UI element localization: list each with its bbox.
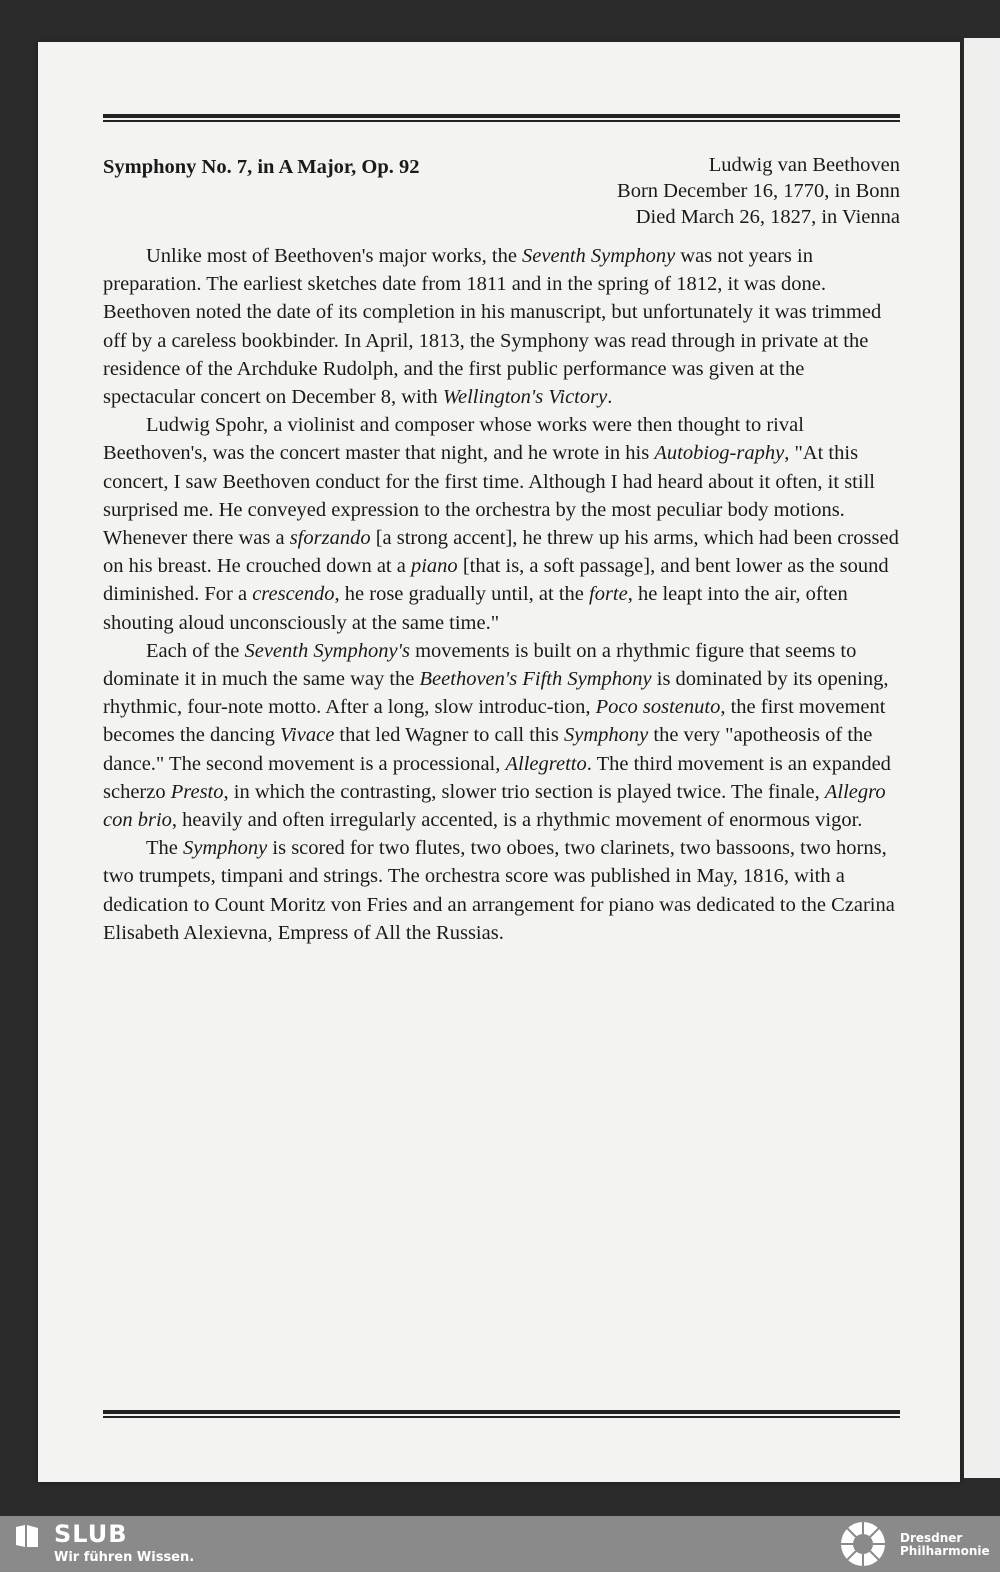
composer-death: Died March 26, 1827, in Vienna xyxy=(635,206,900,228)
slub-book-icon xyxy=(14,1523,40,1549)
philharmonie-logo-icon xyxy=(838,1519,888,1569)
paragraph-1: Unlike most of Beethoven's major works, the Seventh Symphony was not years in preparation. The earliest sketches date from 1811 and in the spring of 1812, it was done. Beethoven noted the date of its completion in his manuscript, but unfortunately it was trimmed off by a careless bookbinder. In April, 1813, the Symphony was read through in private at the residence of the Archduke Rudolph, and the first public performance was given at the spectacular concert on December 8, with Wellington's Victory. xyxy=(103,245,882,409)
composer-birth: Born December 16, 1770, in Bonn xyxy=(617,180,900,202)
program-note-body xyxy=(103,242,900,947)
composer-name: Ludwig van Beethoven xyxy=(708,154,900,176)
partner-name-line2: Philharmonie xyxy=(900,1544,990,1558)
adjacent-page-edge xyxy=(964,38,1000,1478)
library-name: SLUB xyxy=(54,1520,128,1548)
paragraph-3: Each of the Seventh Symphony's movements is built on a rhythmic figure that seems to dominate it in much the same way the Beethoven's Fifth Symphony is dominated by its opening, rhythmic, four-note motto. After a long, slow introduc-tion, Poco sostenuto, the first movement becomes the dancing Vivace that led Wagner to call this Symphony the very "apotheosis of the dance." The second movement is a processional, Allegretto. The third movement is an expanded scherzo Presto, in which the contrasting, slower trio section is played twice. The finale, Allegro con brio, heavily and often irregularly accented, is a rhythmic movement of enormous vigor. xyxy=(103,639,891,832)
viewer-footer-bar xyxy=(0,1516,1000,1572)
paragraph-2: Ludwig Spohr, a violinist and composer whose works were then thought to rival Beethoven's, was the concert master that night, and he wrote in his Autobiog-raphy, "At this concert, I saw Beethoven conduct for the first time. Although I had heard about it often, it still surprised me. He conveyed expression to the orchestra by the most peculiar body motions. Whenever there was a sforzando [a strong accent], he threw up his arms, which had been crossed on his breast. He crouched down at a piano [that is, a soft passage], and bent lower as the sound diminished. For a crescendo, he rose gradually until, at the forte, he leapt into the air, often shouting aloud unconsciously at the same time." xyxy=(103,414,899,634)
top-double-rule xyxy=(103,114,900,122)
composer-info xyxy=(617,152,900,230)
partner-name-line1: Dresdner xyxy=(900,1531,963,1545)
partner-name xyxy=(900,1532,990,1558)
paragraph-4: The Symphony is scored for two flutes, two oboes, two clarinets, two bassoons, two horns, two trumpets, timpani and strings. The orchestra score was published in May, 1816, with a dedication to Count Moritz von Fries and an arrangement for piano was dedicated to the Czarina Elisabeth Alexievna, Empress of All the Russias. xyxy=(103,837,895,944)
bottom-double-rule xyxy=(103,1410,900,1418)
work-title: Symphony No. 7, in A Major, Op. 92 xyxy=(103,156,420,178)
document-page xyxy=(38,42,960,1482)
library-slogan: Wir führen Wissen. xyxy=(54,1550,195,1565)
